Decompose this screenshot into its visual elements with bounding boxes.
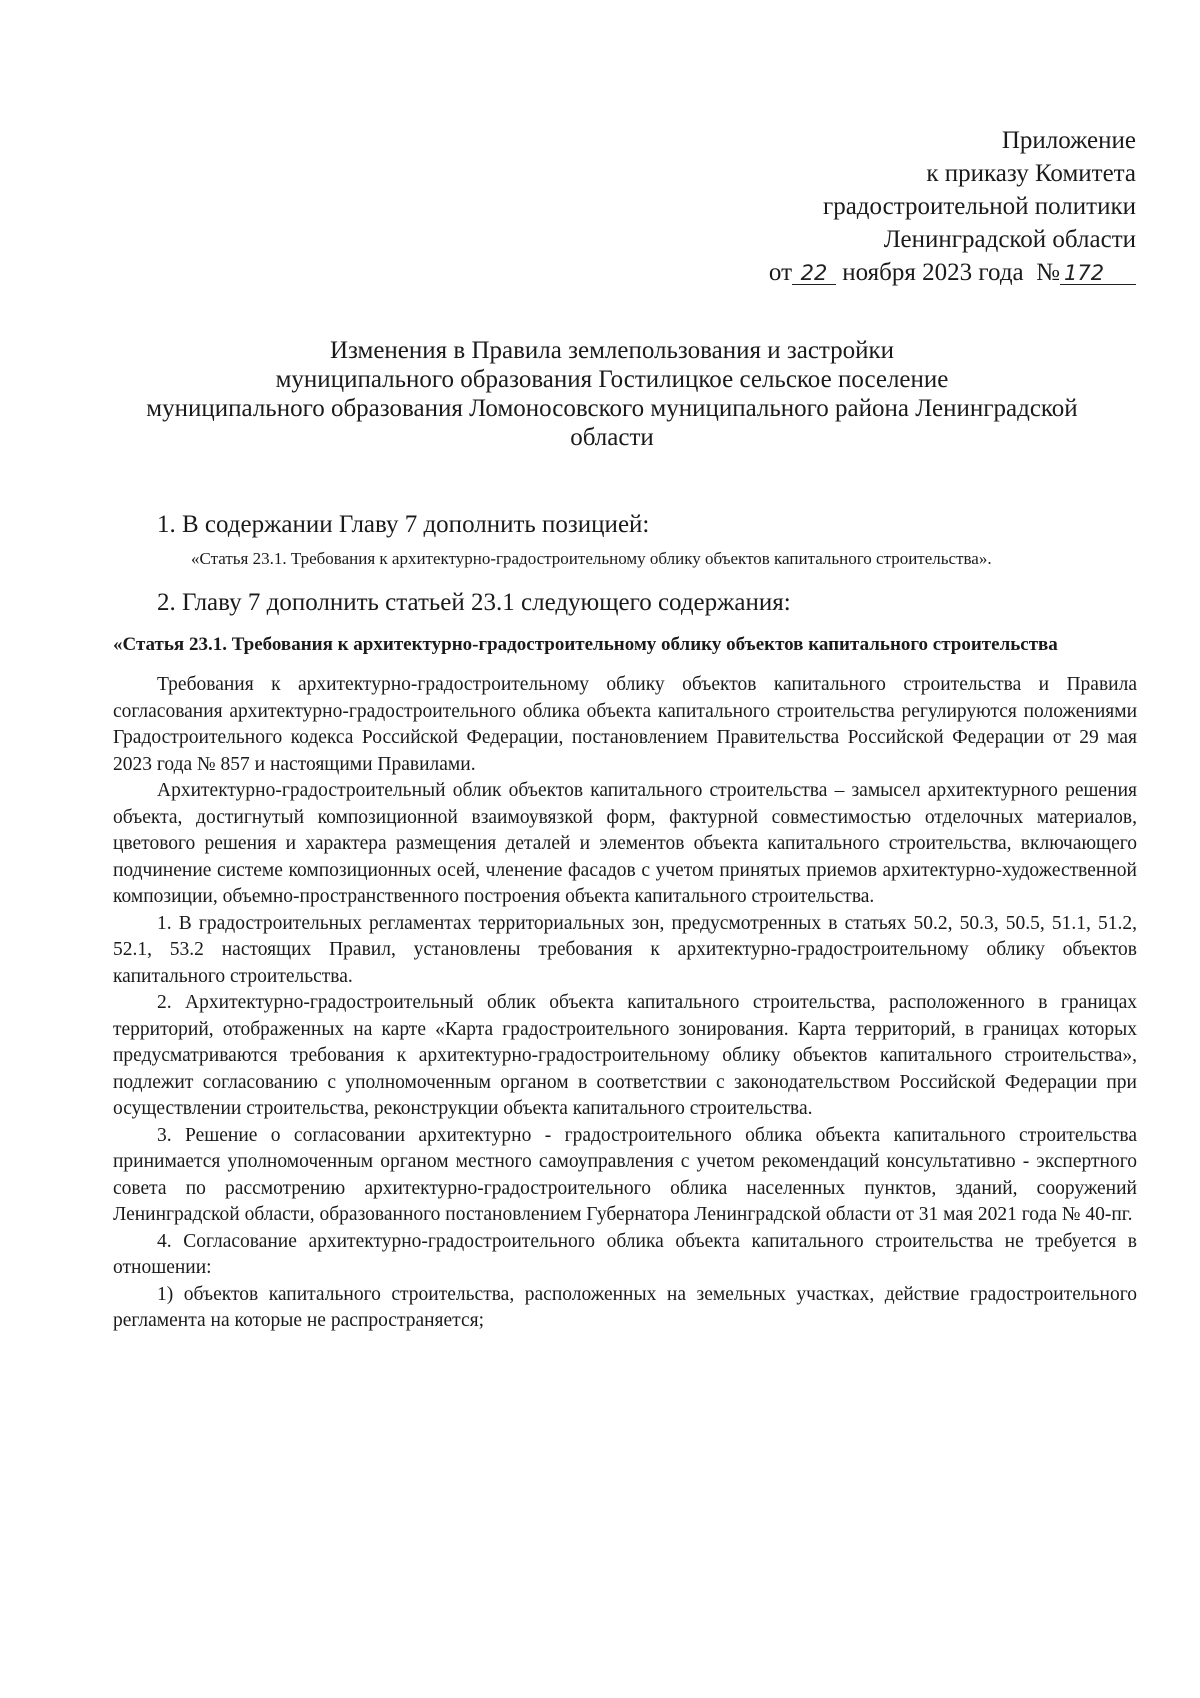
order-number-handwritten: 172	[1060, 262, 1136, 285]
article-heading: «Статья 23.1. Требования к архитектурно-градостроительному облику объектов капитального строительства	[113, 634, 1058, 655]
appendix-order-ref: к приказу Комитета	[926, 160, 1136, 187]
section-1-heading: 1. В содержании Главу 7 дополнить позицией:	[157, 511, 650, 538]
article-paragraph: 3. Решение о согласовании архитектурно - градостроительного облика объекта капитального строительства принимается уполномоченным органом местного самоуправления с учетом рекомендаций консультативно - экспертного совета по рассмотрению архитектурно-градостроительного облика населенных пунктов, зданий, сооружений Ленинградской области, образованного постановлением Губернатора Ленинградской области от 31 мая 2021 года № 40-пг.	[113, 1124, 1137, 1225]
title-line-2: муниципального образования Гостилицкое сельское поселение	[275, 366, 949, 393]
appendix-date-line	[769, 256, 1136, 289]
title-line-3: муниципального образования Ломоносовского муниципального района Ленинградской	[146, 395, 1078, 422]
article-paragraph: 1. В градостроительных регламентах территориальных зон, предусмотренных в статьях 50.2, 50.3, 50.5, 51.1, 51.2, 52.1, 53.2 настоящих Правил, установлены требования к архитектурно-градостроительному облику объектов капитального строительства.	[113, 912, 1137, 987]
number-sign: №	[1036, 259, 1060, 286]
article-paragraph: 1) объектов капитального строительства, расположенных на земельных участках, действие градостроительного регламента на которые не распространяется;	[113, 1283, 1137, 1331]
appendix-committee: градостроительной политики	[822, 193, 1136, 220]
appendix-label: Приложение	[1001, 127, 1136, 154]
title-line-1: Изменения в Правила землепользования и застройки	[329, 337, 895, 364]
title-line-4: области	[570, 424, 654, 451]
section-1-text: «Статья 23.1. Требования к архитектурно-градостроительному облику объектов капитального строительства».	[191, 549, 992, 568]
document-title	[112, 336, 1112, 452]
article-paragraph: Требования к архитектурно-градостроительному облику объектов капитального строительства и Правила согласования архитектурно-градостроительного облика объекта капитального строительства регулируются положениями Градостроительного кодекса Российской Федерации, постановлением Правительства Российской Федерации от 29 мая 2023 года № 857 и настоящими Правилами.	[113, 674, 1137, 775]
article-paragraph: 2. Архитектурно-градостроительный облик объекта капитального строительства, расположенного в границах территорий, отображенных на карте «Карта градостроительного зонирования. Карта территорий, в границах которых предусматриваются требования к архитектурно-градостроительному облику объектов капитального строительства», подлежит согласованию с уполномоченным органом в соответствии с законодательством Российской Федерации при осуществлении строительства, реконструкции объекта капитального строительства.	[113, 992, 1137, 1119]
article-paragraph: 4. Согласование архитектурно-градостроительного облика объекта капитального строительства не требуется в отношении:	[113, 1230, 1137, 1278]
appendix-region: Ленинградской области	[883, 226, 1136, 253]
article-paragraph: Архитектурно-градостроительный облик объектов капитального строительства – замысел архитектурного решения объекта, достигнутый композиционной взаимоувязкой форм, фактурной совместимостью отделочных материалов, цветового решения и характера размещения деталей и элементов объекта капитального строительства, включающего подчинение системе композиционных осей, членение фасадов с учетом принятых приемов архитектурно-художественной композиции, объемно-пространственного построения объекта капитального строительства.	[113, 780, 1137, 907]
appendix-header	[769, 124, 1136, 289]
date-day-handwritten: 22	[792, 262, 836, 285]
date-month-year: ноября 2023 года	[842, 259, 1024, 286]
date-prefix: от	[768, 259, 793, 286]
document-body	[113, 510, 1137, 1335]
section-2-heading: 2. Главу 7 дополнить статьей 23.1 следующего содержания:	[157, 589, 791, 616]
